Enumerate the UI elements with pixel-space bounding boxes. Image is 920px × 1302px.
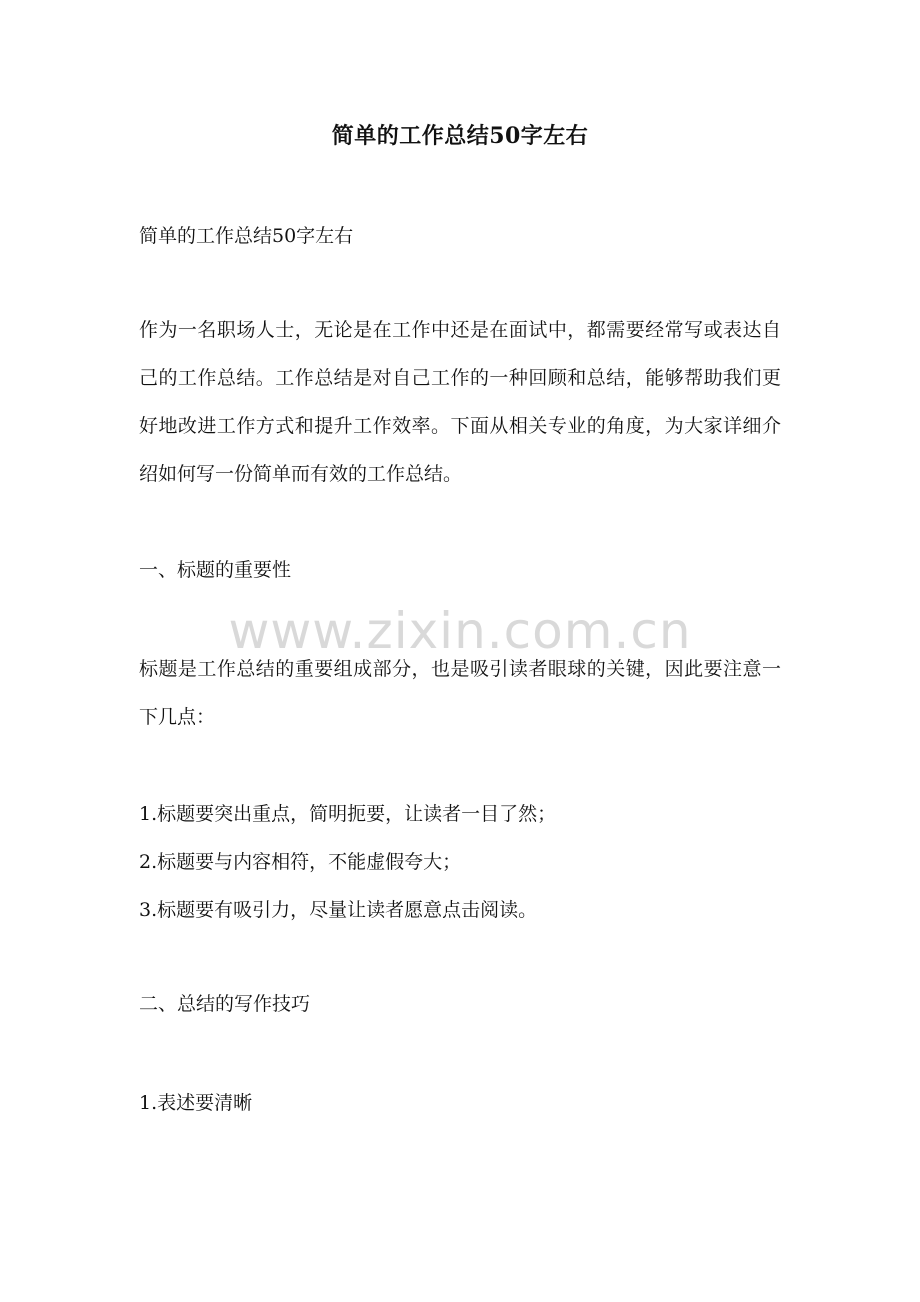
watermark: www.zixin.com.cn	[228, 602, 692, 660]
section2-heading: 二、总结的写作技巧	[139, 993, 311, 1015]
list-item: 3.标题要有吸引力，尽量让读者愿意点击阅读。	[139, 899, 538, 921]
list-item: 2.标题要与内容相符，不能虚假夸大；	[139, 851, 462, 873]
section1-list	[139, 790, 781, 934]
intro-paragraph: 作为一名职场人士，无论是在工作中还是在面试中，都需要经常写或表达自己的工作总结。工作总结是对自己工作的一种回顾和总结，能够帮助我们更好地改进工作方式和提升工作效率。下面从相关专业的角度，为大家详细介绍如何写一份简单而有效的工作总结。	[139, 319, 781, 485]
section1-heading: 一、标题的重要性	[139, 559, 292, 581]
section2-subheading: 1.表述要清晰	[139, 1092, 253, 1114]
list-item: 1.标题要突出重点，简明扼要，让读者一目了然；	[139, 803, 557, 825]
document-subtitle: 简单的工作总结50字左右	[139, 225, 354, 247]
document-title: 简单的工作总结50字左右	[331, 123, 589, 149]
section1-paragraph: 标题是工作总结的重要组成部分，也是吸引读者眼球的关键，因此要注意一下几点：	[139, 658, 781, 728]
